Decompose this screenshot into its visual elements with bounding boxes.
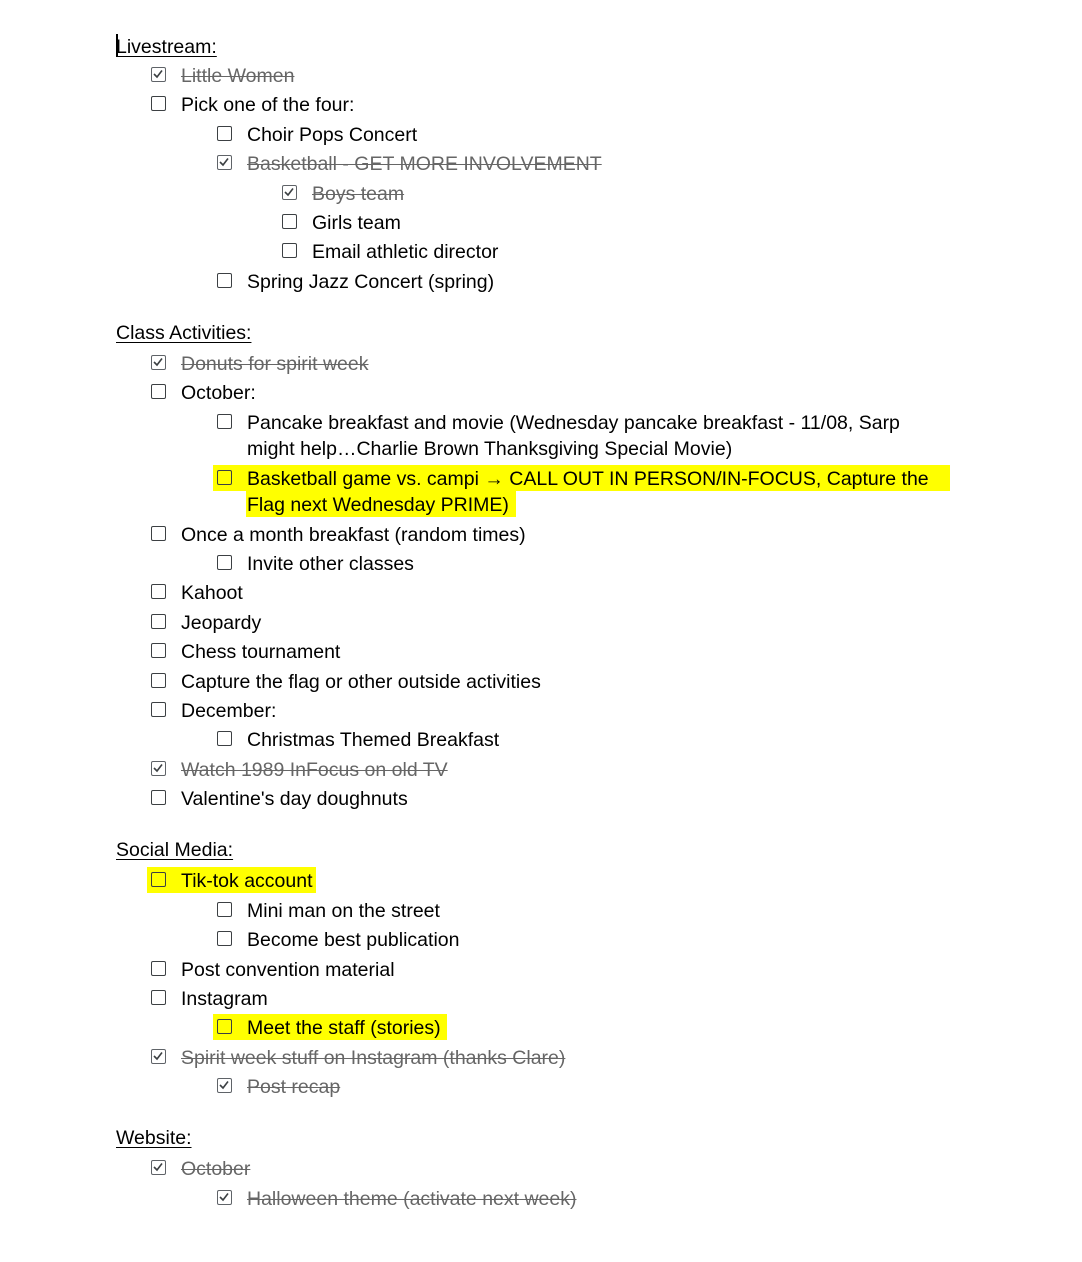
item-text: October (181, 1158, 251, 1180)
checkbox[interactable] (217, 470, 232, 485)
checkbox-checked[interactable] (217, 155, 232, 170)
item-text: Kahoot (181, 582, 243, 604)
checkbox-checked[interactable] (151, 1160, 166, 1175)
item-text: Capture the flag or other outside activities (181, 671, 541, 693)
item-text: Little Women (181, 65, 295, 87)
section-heading-website (116, 1127, 192, 1150)
item-text: Meet the staff (stories) (247, 1017, 441, 1039)
checkbox[interactable] (151, 96, 166, 111)
item-text: Mini man on the street (247, 900, 440, 922)
item-text: Christmas Themed Breakfast (247, 729, 500, 751)
checkbox[interactable] (217, 126, 232, 141)
checkbox[interactable] (151, 702, 166, 717)
checkbox-checked[interactable] (151, 355, 166, 370)
checkbox[interactable] (217, 931, 232, 946)
item-text: Become best publication (247, 929, 460, 951)
heading-text: Social Media: (116, 839, 234, 861)
item-text: Boys team (312, 183, 405, 205)
checkbox[interactable] (282, 214, 297, 229)
item-text: October: (181, 382, 256, 404)
checkbox[interactable] (151, 872, 166, 887)
section-heading-class-activities (116, 322, 251, 345)
checkbox[interactable] (151, 643, 166, 658)
item-text: Basketball game vs. campi → CALL OUT IN PERSON/IN-FOCUS, Capture the (247, 468, 929, 490)
item-text: Post convention material (181, 959, 395, 981)
item-text: Spirit week stuff on Instagram (thanks Clare) (181, 1047, 566, 1069)
checkbox-checked[interactable] (151, 1049, 166, 1064)
item-text: Chess tournament (181, 641, 341, 663)
item-text: Tik-tok account (181, 870, 313, 892)
checkbox[interactable] (217, 273, 232, 288)
checkbox[interactable] (217, 555, 232, 570)
item-text-line2: might help…Charlie Brown Thanksgiving Special Movie) (247, 438, 733, 460)
item-text: Jeopardy (181, 612, 262, 634)
checkbox[interactable] (217, 1019, 232, 1034)
item-text: Instagram (181, 988, 268, 1010)
item-text: Once a month breakfast (random times) (181, 524, 526, 546)
item-text: Choir Pops Concert (247, 124, 418, 146)
item-text: Girls team (312, 212, 401, 234)
checkbox-checked[interactable] (151, 761, 166, 776)
checkbox-checked[interactable] (282, 185, 297, 200)
checkbox[interactable] (217, 731, 232, 746)
checkbox[interactable] (151, 614, 166, 629)
item-text-line2: Flag next Wednesday PRIME) (247, 494, 509, 516)
item-text: Valentine's day doughnuts (181, 788, 408, 810)
item-text: Pick one of the four: (181, 94, 355, 116)
checkbox[interactable] (151, 990, 166, 1005)
checkbox[interactable] (217, 414, 232, 429)
item-text: Email athletic director (312, 241, 499, 263)
checkbox[interactable] (151, 584, 166, 599)
checkbox[interactable] (151, 673, 166, 688)
section-heading-social-media (116, 839, 233, 862)
checkbox[interactable] (282, 243, 297, 258)
checkbox[interactable] (217, 902, 232, 917)
heading-text: Website: (116, 1127, 192, 1149)
item-text: Watch 1989 InFocus on old TV (181, 759, 448, 781)
checkbox-checked[interactable] (217, 1190, 232, 1205)
item-text: Post recap (247, 1076, 341, 1098)
heading-text: Livestream: (116, 36, 217, 58)
checkbox[interactable] (151, 961, 166, 976)
section-heading-livestream (116, 34, 217, 59)
item-text: Invite other classes (247, 553, 414, 575)
checkbox-checked[interactable] (151, 67, 166, 82)
checkbox[interactable] (151, 526, 166, 541)
item-text: Halloween theme (activate next week) (247, 1188, 577, 1210)
item-text: Pancake breakfast and movie (Wednesday pancake breakfast - 11/08, Sarp (247, 412, 900, 434)
item-text: December: (181, 700, 277, 722)
checkbox[interactable] (151, 790, 166, 805)
item-text: Donuts for spirit week (181, 353, 369, 375)
checkbox-checked[interactable] (217, 1078, 232, 1093)
heading-text: Class Activities: (116, 322, 252, 344)
item-text: Spring Jazz Concert (spring) (247, 271, 495, 293)
checkbox[interactable] (151, 384, 166, 399)
item-text: Basketball - GET MORE INVOLVEMENT (247, 153, 602, 175)
